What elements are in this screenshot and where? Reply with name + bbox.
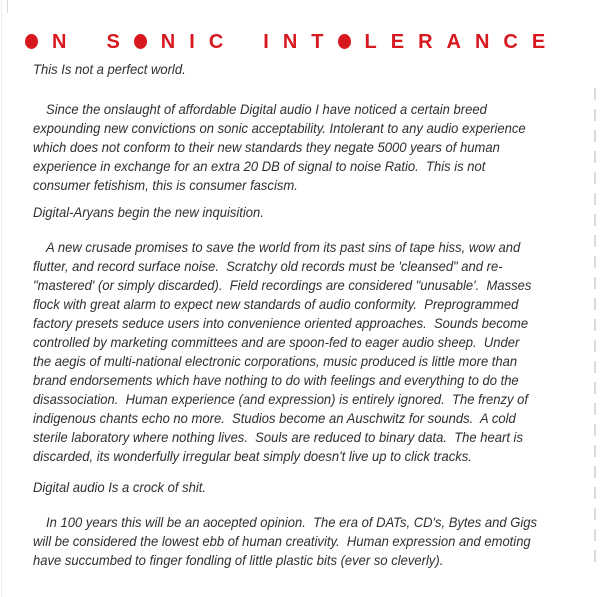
title-letter: C (503, 31, 518, 53)
scan-artifact-left-edge (1, 0, 2, 597)
text-line: indigenous chants echo no more. Studios become an Auschwitz for sounds. A cold (33, 410, 516, 426)
title-letter: R (418, 31, 433, 53)
title-letter: I (189, 31, 195, 53)
title-letter: C (208, 31, 224, 53)
paragraph-100-years (33, 513, 576, 570)
text-line: expounding new convictions on sonic acceptability. Intolerant to any audio experience (33, 120, 526, 136)
text-line: consumer fetishism, this is consumer fascism. (33, 177, 298, 193)
text-line: which does not conform to their new standards they negate 5000 years of human (33, 139, 500, 155)
text-line: the aegis of multi-national electronic corporations, music produced is little more than (33, 353, 518, 369)
letter-o-dot-icon (338, 34, 351, 49)
title-letter: N (282, 31, 298, 53)
page-title (25, 32, 576, 52)
title-letter: E (390, 31, 405, 53)
text-line: controlled by marketing committees and are spoon-fed to eager audio sheep. Under (33, 334, 520, 350)
text-line: flutter, and record surface noise. Scratchy old records must be 'cleansed" and re- (33, 258, 503, 274)
paragraph-new-crusade (33, 238, 576, 466)
letter-o-dot-icon (134, 34, 147, 49)
title-letter: L (364, 31, 377, 53)
text-line: "mastered' (or simply discarded). Field recordings are considered "unusable'. Masses (33, 277, 532, 293)
text-line: will be considered the lowest ebb of human creativity. Human expression and emoting (33, 533, 531, 549)
title-letter: S (106, 31, 120, 53)
text-line: brand endorsements which have nothing to do with feelings and everything to do the (33, 372, 519, 388)
intro-statement: This Is not a perfect world. (33, 61, 186, 77)
text-line: have succumbed to finger fondling of little plastic bits (ever so cleverly). (33, 552, 444, 568)
statement-crock: Digital audio Is a crock of shit. (33, 479, 206, 495)
text-line: disassociation. Human experience (and expression) is entirely ignored. The frenzy of (33, 391, 529, 407)
text-line: Since the onslaught of affordable Digital audio I have noticed a certain breed (46, 101, 487, 117)
scan-artifact-right-edge (594, 88, 596, 562)
title-letter: N (474, 31, 490, 53)
text-line: experience in exchange for an extra 20 DB of signal to noise Ratio. This is not (33, 158, 486, 174)
title-letter: T (311, 31, 324, 53)
paragraph-digital-onslaught (33, 100, 576, 195)
title-letter: N (52, 31, 67, 53)
text-line: flock with great alarm to expect new standards of audio conformity. Preprogrammed (33, 296, 519, 312)
title-letter: I (263, 31, 269, 53)
scan-artifact-top-tick (7, 0, 8, 13)
title-letter: E (531, 31, 546, 53)
text-line: discarded, its wonderfully irregular beat simply doesn't live up to click tracks. (33, 448, 472, 464)
text-line: In 100 years this will be an aocepted opinion. The era of DATs, CD's, Bytes and Gigs (46, 514, 538, 530)
title-letter: N (160, 31, 176, 53)
letter-o-dot-icon (25, 34, 38, 49)
statement-digital-aryans: Digital-Aryans begin the new inquisition. (33, 204, 264, 220)
title-letter: A (446, 31, 461, 53)
text-line: factory presets seduce users into convenience oriented approaches. Sounds become (33, 315, 529, 331)
text-line: A new crusade promises to save the world from its past sins of tape hiss, wow and (46, 239, 521, 255)
text-line: sterile laboratory where nothing lives. Souls are reduced to binary data. The heart is (33, 429, 523, 445)
